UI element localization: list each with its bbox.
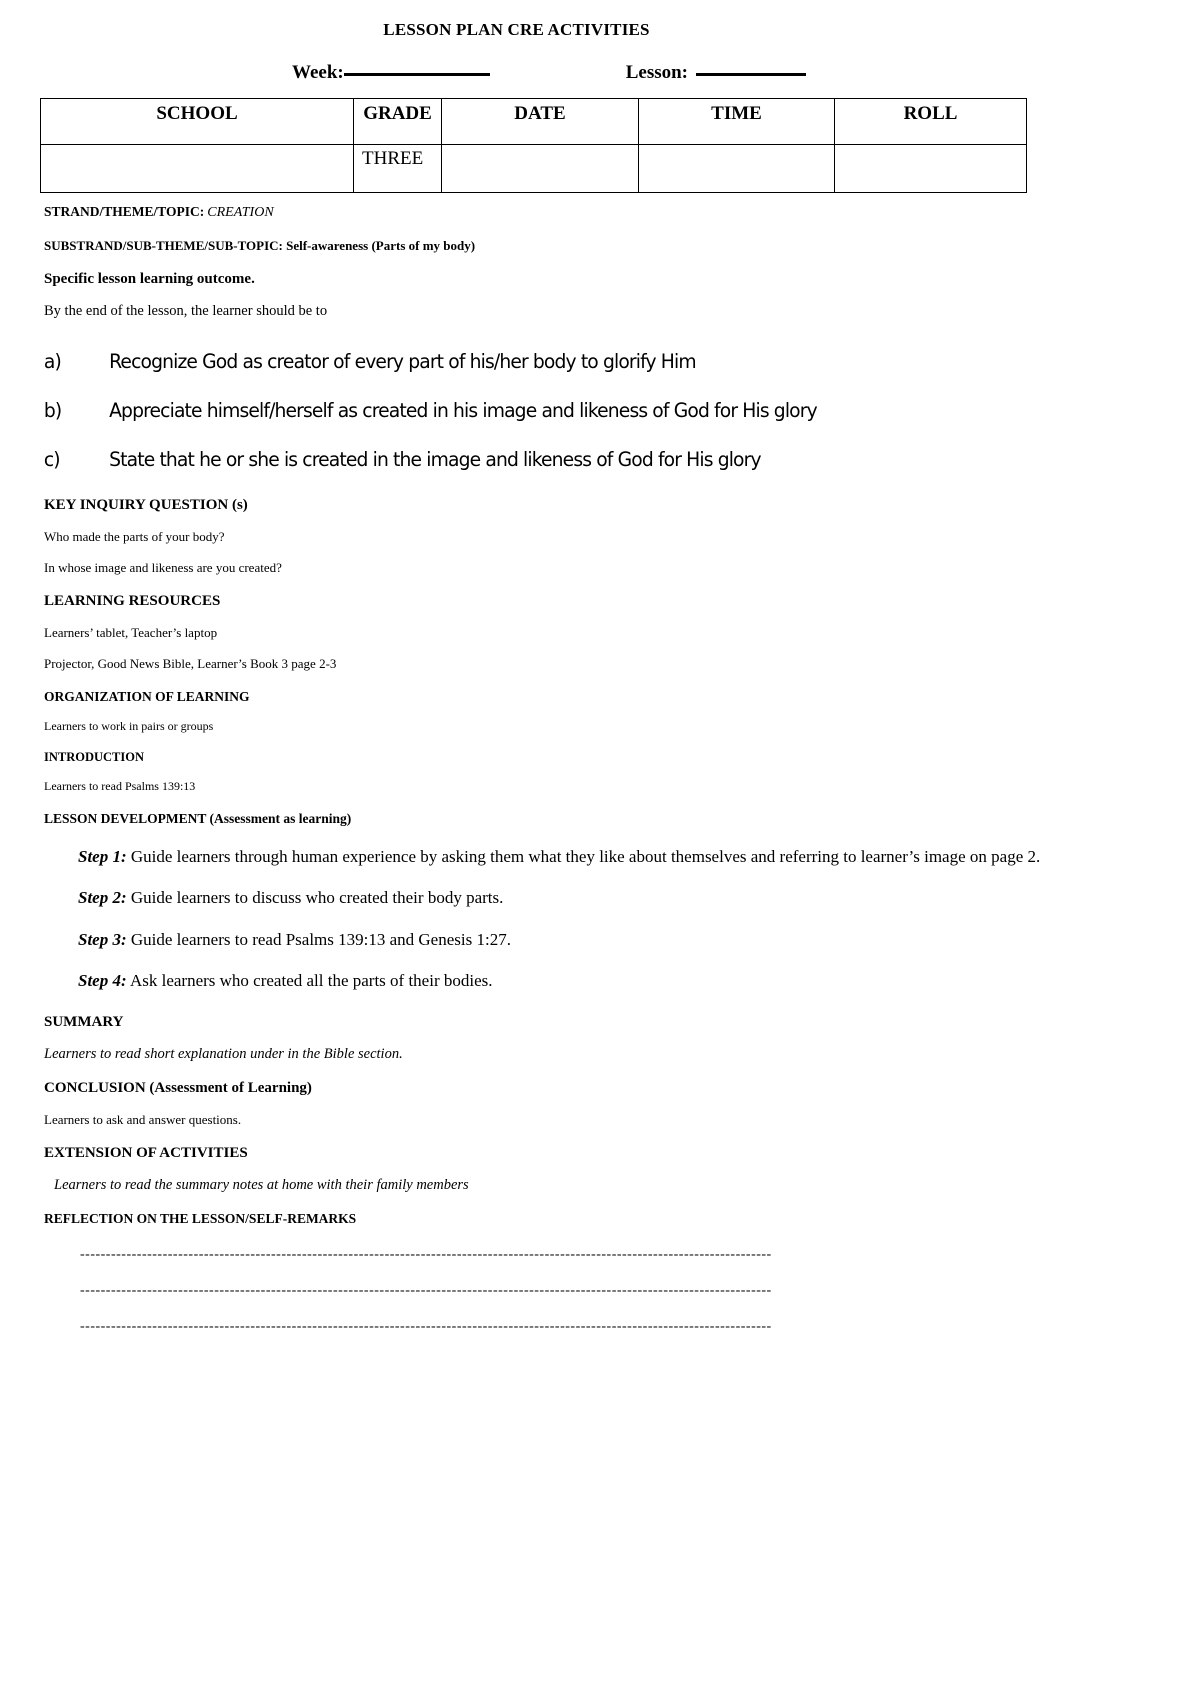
step-label: Step 3:: [78, 929, 127, 949]
summary-text: Learners to read short explanation under in the Bible section.: [44, 1045, 403, 1062]
outcome-marker: a): [43, 350, 61, 373]
step-text: Guide learners through human experience by asking them what they like about themselves and referring to learner’s image on page 2.: [130, 847, 1041, 866]
key-inquiry-heading: KEY INQUIRY QUESTION (s): [44, 497, 248, 513]
lesson-label: Lesson:: [625, 62, 689, 83]
table-header-row: [41, 99, 1027, 145]
cell-school[interactable]: [41, 145, 354, 193]
table-row: [41, 145, 1027, 193]
list-item: [40, 448, 1070, 471]
cell-grade[interactable]: THREE: [354, 145, 442, 193]
list-item: [78, 929, 1113, 951]
week-label: Week:: [292, 62, 344, 83]
cell-roll[interactable]: [835, 145, 1027, 193]
lesson-input-rule[interactable]: [696, 73, 806, 76]
summary-heading: SUMMARY: [44, 1013, 124, 1030]
step-label: Step 1:: [78, 847, 127, 866]
list-item: [78, 970, 1113, 992]
outcome-marker: c): [43, 448, 60, 471]
learning-resources-line-2: Projector, Good News Bible, Learner’s Book 3 page 2-3: [44, 656, 337, 671]
step-label: Step 2:: [78, 888, 127, 908]
introduction-heading: INTRODUCTION: [44, 750, 145, 764]
week-lesson-row: [40, 62, 1113, 84]
week-input-rule[interactable]: [344, 73, 490, 76]
substrand-line: SUBSTRAND/SUB-THEME/SUB-TOPIC: Self-awareness (Parts of my body): [44, 238, 476, 253]
outcome-text: Recognize God as creator of every part of his/her body to glorify Him: [109, 350, 696, 373]
learning-outcomes-list: [40, 350, 1113, 471]
list-item: [40, 350, 1070, 373]
key-inquiry-question-2: In whose image and likeness are you created?: [44, 560, 282, 575]
strand-label: STRAND/THEME/TOPIC:: [44, 204, 205, 219]
column-header-school: SCHOOL: [41, 99, 354, 145]
strand-value: CREATION: [207, 205, 274, 220]
column-header-time: TIME: [639, 99, 835, 145]
outcome-text: State that he or she is created in the image and likeness of God for His glory: [109, 448, 761, 471]
specific-outcome-intro: By the end of the lesson, the learner should be to: [44, 303, 328, 319]
list-item: [78, 887, 1113, 909]
reflection-heading: REFLECTION ON THE LESSON/SELF-REMARKS: [44, 1210, 357, 1226]
extension-heading: EXTENSION OF ACTIVITIES: [44, 1144, 248, 1161]
column-header-grade: GRADE: [354, 99, 442, 145]
column-header-date: DATE: [442, 99, 639, 145]
list-item: [40, 399, 1070, 422]
key-inquiry-question-1: Who made the parts of your body?: [44, 529, 225, 544]
organization-text: Learners to work in pairs or groups: [44, 719, 214, 733]
introduction-text: Learners to read Psalms 139:13: [44, 779, 196, 793]
lesson-info-table: [40, 98, 1027, 193]
cell-time[interactable]: [639, 145, 835, 193]
step-text: Guide learners to discuss who created their body parts.: [130, 888, 504, 908]
strand-line: [44, 204, 1113, 221]
step-label: Step 4:: [78, 971, 127, 991]
learning-resources-heading: LEARNING RESOURCES: [44, 593, 221, 609]
reflection-lines: [40, 1251, 1113, 1331]
extension-text: Learners to read the summary notes at home with their family members: [54, 1176, 469, 1193]
reflection-line-1[interactable]: --------------------------------------------------------------------------------------------------------------------------------------: [80, 1250, 772, 1259]
learning-resources-line-1: Learners’ tablet, Teacher’s laptop: [44, 625, 218, 640]
column-header-roll: ROLL: [835, 99, 1027, 145]
conclusion-heading: CONCLUSION (Assessment of Learning): [44, 1079, 312, 1096]
step-text: Guide learners to read Psalms 139:13 and Genesis 1:27.: [130, 929, 511, 949]
outcome-marker: b): [43, 399, 62, 422]
reflection-line-2[interactable]: --------------------------------------------------------------------------------------------------------------------------------------: [80, 1286, 772, 1295]
organization-heading: ORGANIZATION OF LEARNING: [44, 689, 250, 704]
outcome-text: Appreciate himself/herself as created in his image and likeness of God for His glory: [109, 399, 817, 422]
page-title: LESSON PLAN CRE ACTIVITIES: [383, 20, 650, 39]
cell-date[interactable]: [442, 145, 639, 193]
lesson-development-steps: [40, 846, 1113, 993]
list-item: [78, 846, 1113, 868]
step-text: Ask learners who created all the parts of their bodies.: [129, 971, 493, 991]
reflection-line-3[interactable]: --------------------------------------------------------------------------------------------------------------------------------------: [80, 1322, 772, 1331]
specific-outcome-heading: Specific lesson learning outcome.: [44, 271, 255, 287]
lesson-development-heading: LESSON DEVELOPMENT (Assessment as learning): [44, 811, 352, 826]
conclusion-text: Learners to ask and answer questions.: [44, 1111, 242, 1127]
